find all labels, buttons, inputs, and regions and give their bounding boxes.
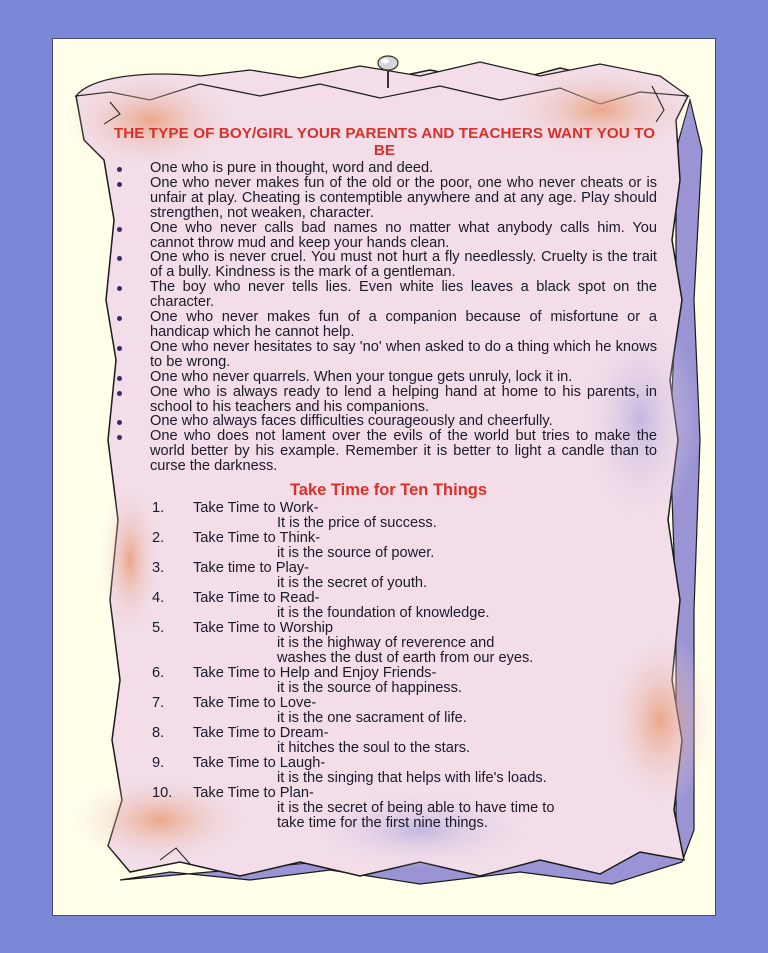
thing-number: 2. bbox=[152, 530, 165, 547]
bullet-icon bbox=[117, 227, 122, 232]
thing-detail: it is the source of happiness. bbox=[277, 680, 462, 697]
thing-heading: Take Time to Worship bbox=[193, 620, 334, 637]
rule-item bbox=[112, 161, 657, 176]
thing-detail: it is the secret of being able to have time to bbox=[277, 800, 555, 817]
bullet-icon bbox=[117, 182, 122, 187]
thing-item bbox=[112, 666, 657, 696]
thing-detail: It is the price of success. bbox=[277, 515, 437, 532]
thing-heading: Take Time to Laugh- bbox=[193, 755, 326, 772]
rule-item bbox=[112, 310, 657, 340]
content-area bbox=[112, 125, 657, 831]
bullet-icon bbox=[117, 435, 122, 440]
bullet-icon bbox=[117, 286, 122, 291]
thing-detail: washes the dust of earth from our eyes. bbox=[277, 650, 534, 667]
thing-heading: Take time to Play- bbox=[193, 560, 309, 577]
thing-detail: it is the source of power. bbox=[277, 545, 435, 562]
thing-number: 4. bbox=[152, 590, 165, 607]
thing-heading: Take Time to Love- bbox=[193, 695, 317, 712]
thing-detail: take time for the first nine things. bbox=[277, 815, 488, 832]
bullet-icon bbox=[117, 316, 122, 321]
thing-number: 6. bbox=[152, 665, 165, 682]
thing-item bbox=[112, 696, 657, 726]
rule-text: One who does not lament over the evils of the world but tries to make the world better by his example. Remember it is better to light a candle than to curse the darkness. bbox=[150, 428, 657, 475]
thing-heading: Take Time to Read- bbox=[193, 590, 320, 607]
thing-item bbox=[112, 756, 657, 786]
thing-detail: it is the one sacrament of life. bbox=[277, 710, 467, 727]
thing-detail: it is the foundation of knowledge. bbox=[277, 605, 490, 622]
rule-item bbox=[112, 340, 657, 370]
rule-text: One who never hesitates to say 'no' when asked to do a thing which he knows to be wrong. bbox=[150, 338, 657, 370]
rule-text: One who is always ready to lend a helping hand at home to his parents, in school to his teachers and his companions. bbox=[150, 383, 657, 415]
page-title: THE TYPE OF BOY/GIRL YOUR PARENTS AND TEACHERS WANT YOU TO BE bbox=[113, 125, 656, 159]
rule-text: One who never makes fun of the old or the poor, one who never cheats or is unfair at play. Cheating is contemptible anywhere and at any age. Play should strengthen, not weaken, character. bbox=[150, 174, 657, 221]
thing-detail: it hitches the soul to the stars. bbox=[277, 740, 471, 757]
bullet-icon bbox=[117, 420, 122, 425]
rule-text: One who always faces difficulties courageously and cheerfully. bbox=[150, 413, 553, 430]
thing-heading: Take Time to Work- bbox=[193, 500, 319, 517]
rule-item bbox=[112, 385, 657, 415]
bullet-icon bbox=[117, 256, 122, 261]
rule-text: One who is never cruel. You must not hurt a fly needlessly. Cruelty is the trait of a bully. Kindness is the mark of a gentleman. bbox=[150, 249, 657, 281]
section-subtitle: Take Time for Ten Things bbox=[289, 481, 488, 500]
rule-item bbox=[112, 176, 657, 221]
bullet-icon bbox=[117, 376, 122, 381]
thing-item bbox=[112, 621, 657, 666]
rule-item bbox=[112, 280, 657, 310]
thing-detail: it is the highway of reverence and bbox=[277, 635, 495, 652]
ten-things-list bbox=[112, 501, 657, 831]
thing-heading: Take Time to Plan- bbox=[193, 785, 314, 802]
rule-text: The boy who never tells lies. Even white lies leaves a black spot on the character. bbox=[150, 279, 657, 311]
thing-heading: Take Time to Help and Enjoy Friends- bbox=[193, 665, 437, 682]
rule-item bbox=[112, 221, 657, 251]
thing-item bbox=[112, 786, 657, 831]
thing-item bbox=[112, 501, 657, 531]
rule-text: One who never quarrels. When your tongue gets unruly, lock it in. bbox=[150, 368, 573, 385]
thing-detail: it is the secret of youth. bbox=[277, 575, 428, 592]
thing-number: 3. bbox=[152, 560, 165, 577]
thing-number: 7. bbox=[152, 695, 165, 712]
thing-heading: Take Time to Dream- bbox=[193, 725, 329, 742]
bullet-icon bbox=[117, 391, 122, 396]
thing-item bbox=[112, 591, 657, 621]
thing-number: 8. bbox=[152, 725, 165, 742]
thing-item bbox=[112, 561, 657, 591]
rule-item bbox=[112, 429, 657, 474]
thing-item bbox=[112, 531, 657, 561]
thing-number: 10. bbox=[152, 785, 173, 802]
bullet-icon bbox=[117, 346, 122, 351]
rule-item bbox=[112, 370, 657, 385]
thing-item bbox=[112, 726, 657, 756]
rules-list bbox=[112, 161, 657, 474]
thing-number: 9. bbox=[152, 755, 165, 772]
rule-text: One who is pure in thought, word and deed. bbox=[150, 160, 434, 176]
thing-number: 5. bbox=[152, 620, 165, 637]
rule-text: One who never makes fun of a companion because of misfortune or a handicap which he cannot help. bbox=[150, 309, 657, 340]
rule-item bbox=[112, 250, 657, 280]
thing-detail: it is the singing that helps with life's loads. bbox=[277, 770, 547, 787]
thing-number: 1. bbox=[152, 500, 165, 517]
rule-item bbox=[112, 414, 657, 429]
thing-heading: Take Time to Think- bbox=[193, 530, 321, 547]
bullet-icon bbox=[117, 167, 122, 172]
rule-text: One who never calls bad names no matter what anybody calls him. You cannot throw mud and keep your hands clean. bbox=[150, 219, 657, 251]
